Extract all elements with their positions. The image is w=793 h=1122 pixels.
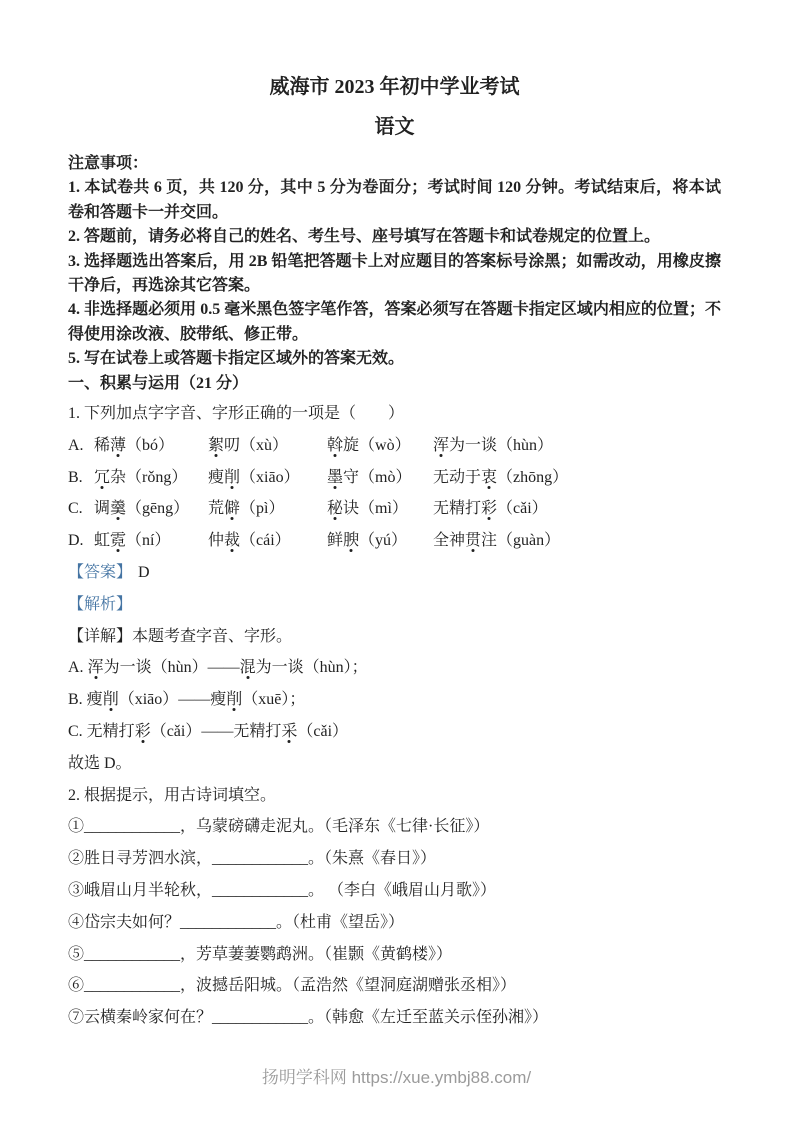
option-word: 全神贯注（guàn） [433,532,561,550]
q1-detail-item-a: A. 浑为一谈（hùn）——混为一谈（hùn）； [68,659,368,677]
q1-stem: 1. 下列加点字字音、字形正确的一项是（ ） [68,405,405,423]
q1-detail-intro: 【详解】本题考查字音、字形。 [68,627,293,645]
q2-item-5: ⑤____________，芳草萋萋鹦鹉洲。（崔颢《黄鹤楼》） [68,945,453,963]
notices-heading: 注意事项： [68,155,149,172]
option-label: D. [68,532,84,550]
q1-option-c [68,493,721,525]
watermark-text: 扬明学科网 https://xue.ymbj88.com/ [261,1068,532,1087]
option-word: 仲裁（cái） [208,532,291,550]
q1-detail-item-c: C. 无精打彩（cǎi）——无精打采（cǎi） [68,723,349,741]
q2-item-4: ④岱宗夫如何？____________。（杜甫《望岳》） [68,913,405,931]
q1-option-a [68,430,721,462]
notice-item-2: 2. 答题前，请务必将自己的姓名、考生号、座号填写在答题卡和试卷规定的位置上。 [68,228,661,246]
q1-detail-item-b: B. 瘦削（xiāo）——瘦削（xuē）； [68,691,306,709]
q2-item-7: ⑦云横秦岭家何在？____________。（韩愈《左迁至蓝关示侄孙湘》） [68,1009,549,1027]
option-word: 秘诀（mì） [327,500,408,518]
option-word: 稀薄（bó） [94,436,175,454]
q2-item-3: ③峨眉山月半轮秋，____________。 （李白《峨眉山月歌》） [68,882,497,900]
option-word: 无动于衷（zhōng） [433,468,569,486]
q2-stem: 2. 根据提示，用古诗词填空。 [68,786,277,804]
option-word: 墨守（mò） [327,468,412,486]
subject-title: 语文 [374,116,415,138]
q2-item-1: ①____________，乌蒙磅礴走泥丸。（毛泽东《七律·长征》） [68,818,490,836]
q2-item-6: ⑥____________，波撼岳阳城。（孟浩然《望洞庭湖赠张丞相》） [68,977,517,995]
q1-analysis-label: 【解析】 [68,595,133,613]
option-label: C. [68,500,83,518]
answer-value: D [138,564,150,582]
option-word: 调羹（gēng） [94,500,190,518]
option-word: 无精打彩（cǎi） [433,500,548,518]
notice-item-4: 4. 非选择题必须用 0.5 毫米黑色签字笔作答，答案必须写在答题卡指定区域内相应的位置；不得使用涂改液、胶带纸、修正带。 [68,301,721,343]
notice-item-3: 3. 选择题选出答案后，用 2B 铅笔把答题卡上对应题目的答案标号涂黑；如需改动，用橡皮擦干净后，再选涂其它答案。 [68,252,721,295]
notice-item-1: 1. 本试卷共 6 页，共 120 分，其中 5 分为卷面分；考试时间 120 分钟。考试结束后，将本试卷和答题卡一并交回。 [68,179,721,221]
option-word: 浑为一谈（hùn） [433,436,554,454]
option-word: 虹霓（ní） [94,532,171,550]
q1-option-b [68,462,721,494]
answer-label: 【答案】 [68,564,133,582]
exam-body [68,398,721,1034]
q1-option-d [68,525,721,557]
option-label: B. [68,468,83,486]
option-word: 瘦削（xiāo） [208,468,300,486]
section-heading: 一、积累与运用（21 分） [68,374,249,392]
option-label: A. [68,436,84,454]
option-word: 鲜腴（yú） [327,532,408,550]
option-word: 絮叨（xù） [208,436,289,454]
option-word: 斡旋（wò） [327,436,411,454]
notices-section [68,152,721,372]
q1-conclusion: 故选 D。 [68,754,132,772]
notice-item-5: 5. 写在试卷上或答题卡指定区域外的答案无效。 [68,350,405,368]
option-word: 荒僻（pì） [208,500,285,518]
q1-answer-line [68,557,721,589]
page-title: 威海市 2023 年初中学业考试 [269,76,520,98]
option-word: 冗杂（rǒng） [94,468,188,486]
q2-item-2: ②胜日寻芳泗水滨，____________。（朱熹《春日》） [68,850,437,868]
